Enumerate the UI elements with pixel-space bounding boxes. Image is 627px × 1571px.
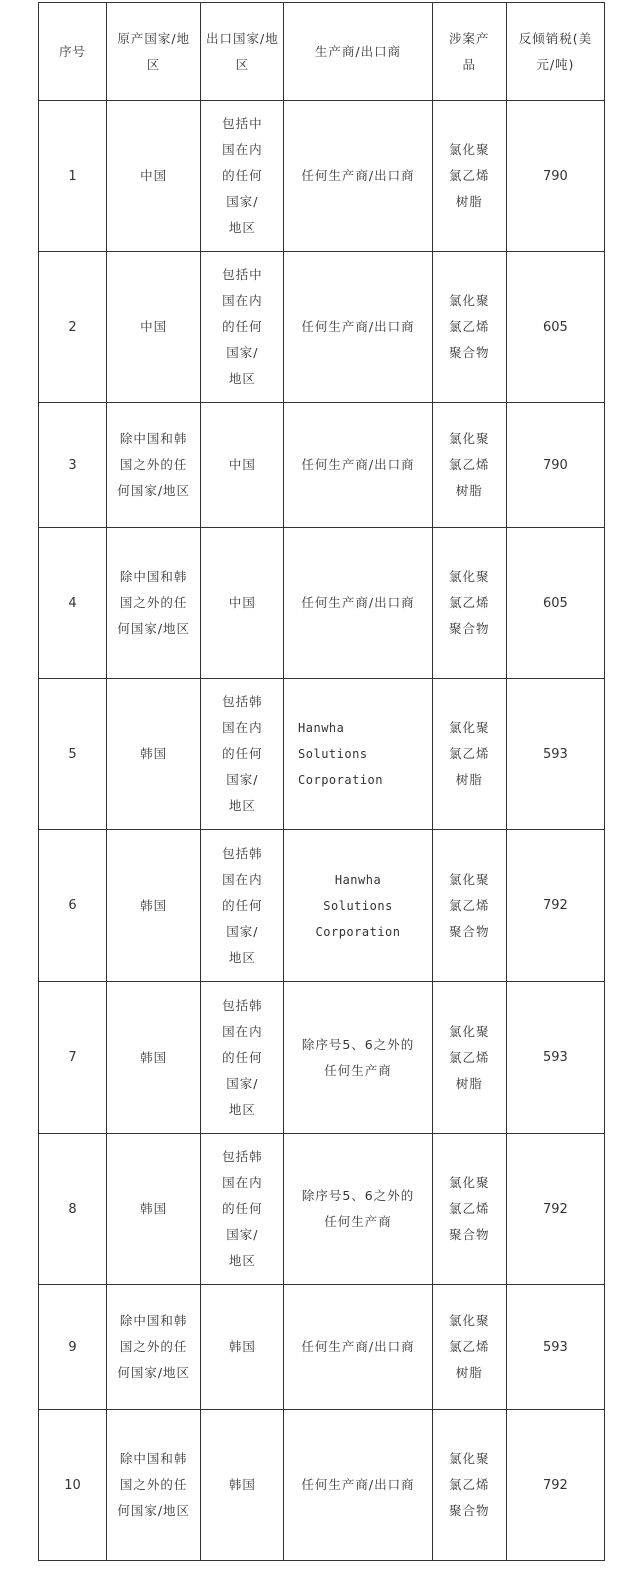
cell-origin: 韩国 [107,679,201,830]
cell-export: 韩国 [201,1410,284,1561]
cell-export: 中国 [201,403,284,528]
header-product: 涉案产品 [432,3,506,101]
cell-producer: 任何生产商/出口商 [284,1410,432,1561]
header-producer: 生产商/出口商 [284,3,432,101]
cell-num: 2 [39,252,107,403]
cell-num: 4 [39,528,107,679]
table-row [39,101,605,252]
table-row [39,830,605,982]
header-num: 序号 [39,3,107,101]
table-row [39,1134,605,1285]
cell-duty: 593 [506,679,604,830]
table-row [39,1285,605,1410]
table-row [39,403,605,528]
cell-origin: 中国 [107,101,201,252]
cell-duty: 792 [506,1134,604,1285]
table-row [39,252,605,403]
cell-duty: 790 [506,101,604,252]
cell-duty: 792 [506,830,604,982]
cell-num: 6 [39,830,107,982]
cell-product: 氯化聚氯乙烯树脂 [432,679,506,830]
cell-producer: 除序号5、6之外的任何生产商 [284,1134,432,1285]
cell-duty: 790 [506,403,604,528]
cell-export: 中国 [201,528,284,679]
table-header-row [39,3,605,101]
cell-producer: 任何生产商/出口商 [284,252,432,403]
cell-origin: 韩国 [107,1134,201,1285]
cell-product: 氯化聚氯乙烯聚合物 [432,1410,506,1561]
cell-product: 氯化聚氯乙烯聚合物 [432,1134,506,1285]
cell-duty: 605 [506,528,604,679]
cell-export: 包括韩国在内的任何国家/地区 [201,830,284,982]
cell-duty: 605 [506,252,604,403]
cell-num: 5 [39,679,107,830]
cell-producer: 除序号5、6之外的任何生产商 [284,982,432,1134]
cell-origin: 韩国 [107,830,201,982]
cell-export: 包括韩国在内的任何国家/地区 [201,982,284,1134]
cell-producer: 任何生产商/出口商 [284,403,432,528]
cell-num: 3 [39,403,107,528]
header-export: 出口国家/地区 [201,3,284,101]
cell-origin: 韩国 [107,982,201,1134]
cell-export: 包括韩国在内的任何国家/地区 [201,1134,284,1285]
cell-producer: Hanwha Solutions Corporation [284,830,432,982]
header-origin: 原产国家/地区 [107,3,201,101]
cell-product: 氯化聚氯乙烯树脂 [432,403,506,528]
cell-export: 韩国 [201,1285,284,1410]
cell-origin: 除中国和韩国之外的任何国家/地区 [107,528,201,679]
cell-producer: 任何生产商/出口商 [284,1285,432,1410]
cell-origin: 除中国和韩国之外的任何国家/地区 [107,403,201,528]
cell-num: 9 [39,1285,107,1410]
cell-product: 氯化聚氯乙烯树脂 [432,982,506,1134]
cell-producer: 任何生产商/出口商 [284,101,432,252]
cell-producer: 任何生产商/出口商 [284,528,432,679]
cell-product: 氯化聚氯乙烯聚合物 [432,830,506,982]
cell-product: 氯化聚氯乙烯聚合物 [432,528,506,679]
cell-num: 10 [39,1410,107,1561]
cell-num: 1 [39,101,107,252]
cell-num: 7 [39,982,107,1134]
table-row [39,982,605,1134]
table-row [39,528,605,679]
cell-export: 包括中国在内的任何国家/地区 [201,252,284,403]
table-row [39,679,605,830]
cell-num: 8 [39,1134,107,1285]
cell-product: 氯化聚氯乙烯聚合物 [432,252,506,403]
header-duty: 反倾销税(美元/吨) [506,3,604,101]
cell-duty: 593 [506,982,604,1134]
cell-origin: 除中国和韩国之外的任何国家/地区 [107,1410,201,1561]
cell-duty: 792 [506,1410,604,1561]
cell-product: 氯化聚氯乙烯树脂 [432,1285,506,1410]
cell-origin: 除中国和韩国之外的任何国家/地区 [107,1285,201,1410]
cell-origin: 中国 [107,252,201,403]
table-row [39,1410,605,1561]
anti-dumping-duty-table [38,2,605,1561]
cell-duty: 593 [506,1285,604,1410]
cell-export: 包括韩国在内的任何国家/地区 [201,679,284,830]
cell-producer: Hanwha Solutions Corporation [284,679,432,830]
cell-export: 包括中国在内的任何国家/地区 [201,101,284,252]
cell-product: 氯化聚氯乙烯树脂 [432,101,506,252]
